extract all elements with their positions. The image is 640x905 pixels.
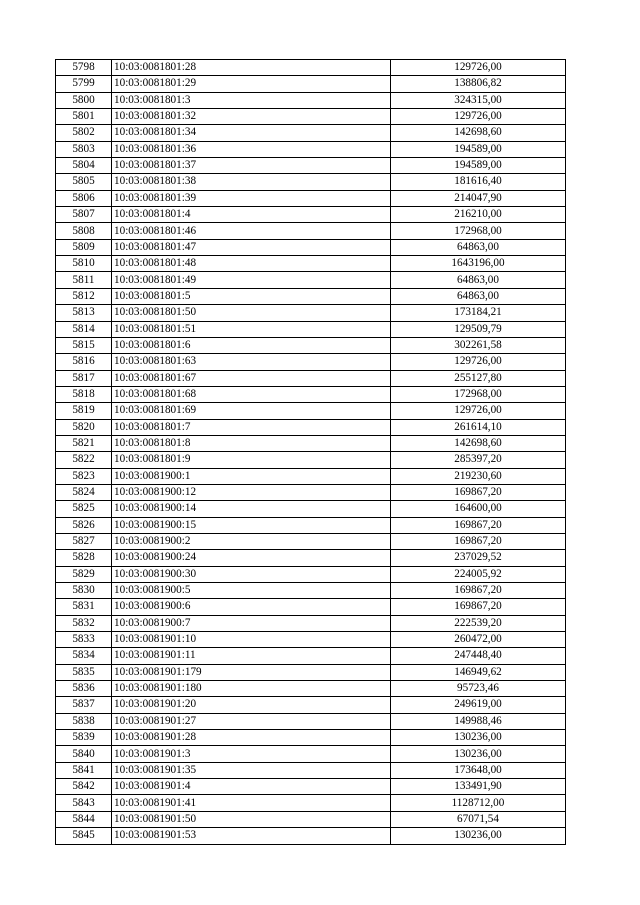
table-row: [56, 599, 566, 615]
amount-cell: 133491,90: [391, 779, 566, 795]
table-row: [56, 125, 566, 141]
row-number-cell: 5814: [56, 321, 112, 337]
row-number-cell: 5815: [56, 337, 112, 353]
amount-cell: 172968,00: [391, 223, 566, 239]
row-number-cell: 5803: [56, 141, 112, 157]
table-row: [56, 223, 566, 239]
table-row: [56, 615, 566, 631]
table-row: [56, 386, 566, 402]
row-number-cell: 5823: [56, 468, 112, 484]
table-row: [56, 419, 566, 435]
cadastral-number-cell: 10:03:0081801:4: [112, 207, 391, 223]
amount-cell: 216210,00: [391, 207, 566, 223]
table-row: [56, 795, 566, 811]
amount-cell: 129726,00: [391, 109, 566, 125]
row-number-cell: 5809: [56, 239, 112, 255]
row-number-cell: 5802: [56, 125, 112, 141]
amount-cell: 222539,20: [391, 615, 566, 631]
amount-cell: 1643196,00: [391, 256, 566, 272]
row-number-cell: 5827: [56, 533, 112, 549]
cadastral-number-cell: 10:03:0081801:47: [112, 239, 391, 255]
cadastral-number-cell: 10:03:0081900:24: [112, 550, 391, 566]
row-number-cell: 5813: [56, 305, 112, 321]
row-number-cell: 5798: [56, 60, 112, 76]
table-row: [56, 779, 566, 795]
row-number-cell: 5841: [56, 762, 112, 778]
row-number-cell: 5832: [56, 615, 112, 631]
cadastral-number-cell: 10:03:0081901:3: [112, 746, 391, 762]
row-number-cell: 5822: [56, 452, 112, 468]
cadastral-number-cell: 10:03:0081801:38: [112, 174, 391, 190]
cadastral-number-cell: 10:03:0081901:53: [112, 828, 391, 844]
table-row: [56, 435, 566, 451]
row-number-cell: 5833: [56, 632, 112, 648]
table-row: [56, 697, 566, 713]
table-row: [56, 811, 566, 827]
table-row: [56, 321, 566, 337]
amount-cell: 169867,20: [391, 583, 566, 599]
cadastral-number-cell: 10:03:0081801:50: [112, 305, 391, 321]
cadastral-number-cell: 10:03:0081900:14: [112, 501, 391, 517]
table-body: [56, 60, 566, 845]
cadastral-number-cell: 10:03:0081801:8: [112, 435, 391, 451]
amount-cell: 64863,00: [391, 272, 566, 288]
amount-cell: 129726,00: [391, 403, 566, 419]
amount-cell: 130236,00: [391, 828, 566, 844]
row-number-cell: 5834: [56, 648, 112, 664]
amount-cell: 172968,00: [391, 386, 566, 402]
amount-cell: 285397,20: [391, 452, 566, 468]
row-number-cell: 5808: [56, 223, 112, 239]
cadastral-number-cell: 10:03:0081801:39: [112, 190, 391, 206]
row-number-cell: 5845: [56, 828, 112, 844]
amount-cell: 95723,46: [391, 681, 566, 697]
table-row: [56, 664, 566, 680]
table-row: [56, 190, 566, 206]
cadastral-number-cell: 10:03:0081900:6: [112, 599, 391, 615]
cadastral-number-cell: 10:03:0081801:29: [112, 76, 391, 92]
amount-cell: 247448,40: [391, 648, 566, 664]
amount-cell: 173648,00: [391, 762, 566, 778]
table-row: [56, 583, 566, 599]
cadastral-number-cell: 10:03:0081901:28: [112, 730, 391, 746]
amount-cell: 194589,00: [391, 158, 566, 174]
row-number-cell: 5831: [56, 599, 112, 615]
amount-cell: 64863,00: [391, 239, 566, 255]
table-row: [56, 566, 566, 582]
row-number-cell: 5805: [56, 174, 112, 190]
cadastral-number-cell: 10:03:0081801:6: [112, 337, 391, 353]
table-row: [56, 174, 566, 190]
table-row: [56, 713, 566, 729]
row-number-cell: 5806: [56, 190, 112, 206]
row-number-cell: 5800: [56, 92, 112, 108]
table-row: [56, 92, 566, 108]
row-number-cell: 5810: [56, 256, 112, 272]
amount-cell: 219230,60: [391, 468, 566, 484]
row-number-cell: 5842: [56, 779, 112, 795]
row-number-cell: 5801: [56, 109, 112, 125]
cadastral-number-cell: 10:03:0081801:7: [112, 419, 391, 435]
amount-cell: 64863,00: [391, 288, 566, 304]
row-number-cell: 5824: [56, 484, 112, 500]
row-number-cell: 5840: [56, 746, 112, 762]
cadastral-number-cell: 10:03:0081901:20: [112, 697, 391, 713]
table-row: [56, 468, 566, 484]
table-row: [56, 288, 566, 304]
row-number-cell: 5826: [56, 517, 112, 533]
row-number-cell: 5819: [56, 403, 112, 419]
table-row: [56, 256, 566, 272]
cadastral-number-cell: 10:03:0081801:9: [112, 452, 391, 468]
table-row: [56, 141, 566, 157]
amount-cell: 173184,21: [391, 305, 566, 321]
cadastral-number-cell: 10:03:0081801:63: [112, 354, 391, 370]
cadastral-number-cell: 10:03:0081801:69: [112, 403, 391, 419]
amount-cell: 138806,82: [391, 76, 566, 92]
amount-cell: 261614,10: [391, 419, 566, 435]
row-number-cell: 5816: [56, 354, 112, 370]
amount-cell: 129509,79: [391, 321, 566, 337]
cadastral-number-cell: 10:03:0081801:51: [112, 321, 391, 337]
cadastral-number-cell: 10:03:0081801:32: [112, 109, 391, 125]
cadastral-number-cell: 10:03:0081801:37: [112, 158, 391, 174]
cadastral-number-cell: 10:03:0081900:5: [112, 583, 391, 599]
amount-cell: 249619,00: [391, 697, 566, 713]
cadastral-number-cell: 10:03:0081901:35: [112, 762, 391, 778]
table-row: [56, 501, 566, 517]
cadastral-number-cell: 10:03:0081801:36: [112, 141, 391, 157]
amount-cell: 324315,00: [391, 92, 566, 108]
amount-cell: 224005,92: [391, 566, 566, 582]
table-row: [56, 762, 566, 778]
cadastral-number-cell: 10:03:0081900:7: [112, 615, 391, 631]
row-number-cell: 5820: [56, 419, 112, 435]
amount-cell: 169867,20: [391, 533, 566, 549]
table-row: [56, 484, 566, 500]
cadastral-number-cell: 10:03:0081801:67: [112, 370, 391, 386]
table-row: [56, 828, 566, 844]
row-number-cell: 5821: [56, 435, 112, 451]
row-number-cell: 5838: [56, 713, 112, 729]
cadastral-number-cell: 10:03:0081900:12: [112, 484, 391, 500]
table-row: [56, 452, 566, 468]
amount-cell: 169867,20: [391, 599, 566, 615]
table-row: [56, 337, 566, 353]
row-number-cell: 5828: [56, 550, 112, 566]
table-row: [56, 239, 566, 255]
amount-cell: 169867,20: [391, 517, 566, 533]
cadastral-number-cell: 10:03:0081801:28: [112, 60, 391, 76]
table-row: [56, 207, 566, 223]
row-number-cell: 5837: [56, 697, 112, 713]
amount-cell: 130236,00: [391, 746, 566, 762]
cadastral-number-cell: 10:03:0081801:34: [112, 125, 391, 141]
row-number-cell: 5799: [56, 76, 112, 92]
cadastral-number-cell: 10:03:0081901:180: [112, 681, 391, 697]
cadastral-number-cell: 10:03:0081801:49: [112, 272, 391, 288]
cadastral-number-cell: 10:03:0081801:48: [112, 256, 391, 272]
cadastral-number-cell: 10:03:0081901:50: [112, 811, 391, 827]
table-row: [56, 550, 566, 566]
table-row: [56, 403, 566, 419]
row-number-cell: 5839: [56, 730, 112, 746]
cadastral-number-cell: 10:03:0081901:27: [112, 713, 391, 729]
row-number-cell: 5811: [56, 272, 112, 288]
table-row: [56, 746, 566, 762]
amount-cell: 237029,52: [391, 550, 566, 566]
cadastral-number-cell: 10:03:0081801:3: [112, 92, 391, 108]
amount-cell: 302261,58: [391, 337, 566, 353]
cadastral-number-cell: 10:03:0081901:4: [112, 779, 391, 795]
cadastral-number-cell: 10:03:0081901:10: [112, 632, 391, 648]
amount-cell: 142698,60: [391, 125, 566, 141]
table-row: [56, 272, 566, 288]
table-row: [56, 517, 566, 533]
table-row: [56, 60, 566, 76]
amount-cell: 67071,54: [391, 811, 566, 827]
cadastral-number-cell: 10:03:0081900:1: [112, 468, 391, 484]
cadastral-number-cell: 10:03:0081901:179: [112, 664, 391, 680]
row-number-cell: 5817: [56, 370, 112, 386]
table-row: [56, 370, 566, 386]
row-number-cell: 5804: [56, 158, 112, 174]
amount-cell: 146949,62: [391, 664, 566, 680]
table-row: [56, 632, 566, 648]
amount-cell: 169867,20: [391, 484, 566, 500]
cadastral-number-cell: 10:03:0081900:15: [112, 517, 391, 533]
table-row: [56, 109, 566, 125]
row-number-cell: 5830: [56, 583, 112, 599]
amount-cell: 129726,00: [391, 354, 566, 370]
row-number-cell: 5843: [56, 795, 112, 811]
cadastral-number-cell: 10:03:0081801:46: [112, 223, 391, 239]
row-number-cell: 5835: [56, 664, 112, 680]
amount-cell: 149988,46: [391, 713, 566, 729]
cadastral-number-cell: 10:03:0081901:41: [112, 795, 391, 811]
cadastral-number-cell: 10:03:0081900:30: [112, 566, 391, 582]
row-number-cell: 5836: [56, 681, 112, 697]
row-number-cell: 5812: [56, 288, 112, 304]
table-row: [56, 533, 566, 549]
amount-cell: 194589,00: [391, 141, 566, 157]
amount-cell: 130236,00: [391, 730, 566, 746]
amount-cell: 142698,60: [391, 435, 566, 451]
table-row: [56, 648, 566, 664]
table-row: [56, 730, 566, 746]
cadastral-number-cell: 10:03:0081901:11: [112, 648, 391, 664]
data-table: [55, 59, 566, 845]
row-number-cell: 5807: [56, 207, 112, 223]
amount-cell: 129726,00: [391, 60, 566, 76]
amount-cell: 181616,40: [391, 174, 566, 190]
amount-cell: 164600,00: [391, 501, 566, 517]
row-number-cell: 5829: [56, 566, 112, 582]
table-row: [56, 76, 566, 92]
row-number-cell: 5818: [56, 386, 112, 402]
row-number-cell: 5825: [56, 501, 112, 517]
amount-cell: 260472,00: [391, 632, 566, 648]
amount-cell: 214047,90: [391, 190, 566, 206]
amount-cell: 255127,80: [391, 370, 566, 386]
cadastral-number-cell: 10:03:0081801:68: [112, 386, 391, 402]
table-row: [56, 354, 566, 370]
amount-cell: 1128712,00: [391, 795, 566, 811]
table-row: [56, 681, 566, 697]
cadastral-number-cell: 10:03:0081900:2: [112, 533, 391, 549]
table-row: [56, 158, 566, 174]
cadastral-number-cell: 10:03:0081801:5: [112, 288, 391, 304]
row-number-cell: 5844: [56, 811, 112, 827]
table-row: [56, 305, 566, 321]
